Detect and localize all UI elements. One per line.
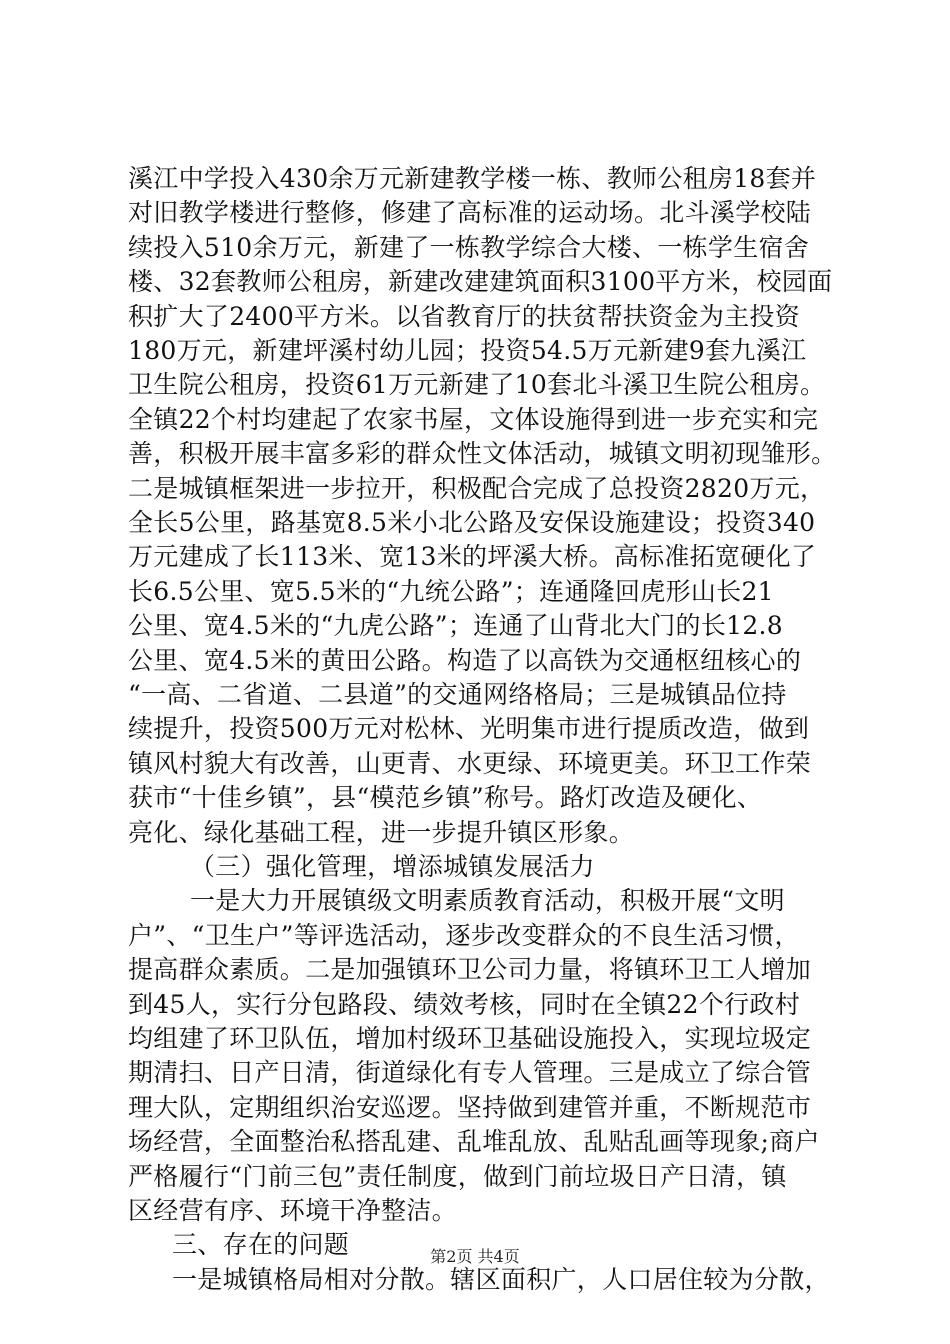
- text-line: 一是大力开展镇级文明素质教育活动，积极开展“文明: [190, 886, 785, 916]
- text-line: 续投入510余万元，新建了一栋教学综合大楼、一栋学生宿舍: [128, 232, 810, 262]
- text-line: 到45人，实行分包路段、绩效考核，同时在全镇22个行政村: [128, 989, 801, 1019]
- text-line: （三）强化管理，增添城镇发展活力: [190, 852, 595, 881]
- text-line: 区经营有序、环境干净整洁。: [128, 1196, 457, 1225]
- text-line: 期清扫、日产日清，街道绿化有专人管理。三是成立了综合管: [128, 1058, 812, 1088]
- text-line: 一是城镇格局相对分散。辖区面积广，人口居住较为分散，: [172, 1264, 830, 1294]
- text-line: 180万元，新建坪溪村幼儿园；投资54.5万元新建9套九溪江: [128, 336, 807, 365]
- text-line: 续提升，投资500万元对松林、光明集市进行提质改造，做到: [128, 714, 810, 744]
- text-line: 均组建了环卫队伍，增加村级环卫基础设施投入，实现垃圾定: [128, 1024, 812, 1053]
- page-footer: 第2页 共4页: [430, 1247, 520, 1266]
- text-line: 公里、宽4.5米的“九虎公路”；连通了山背北大门的长12.8: [128, 611, 783, 641]
- text-line: 善，积极开展丰富多彩的群众性文体活动，城镇文明初现雏形。: [128, 439, 837, 469]
- text-line: 长6.5公里、宽5.5米的“九统公路”；连通隆回虎形山长21: [128, 576, 774, 606]
- text-line: 卫生院公租房，投资61万元新建了10套北斗溪卫生院公租房。: [128, 370, 826, 400]
- text-line: 镇风村貌大有改善，山更青、水更绿、环境更美。环卫工作荣: [128, 748, 812, 778]
- text-line: 对旧教学楼进行整修，修建了高标准的运动场。北斗溪学校陆: [128, 198, 812, 228]
- text-line: 二是城镇框架进一步拉开，积极配合完成了总投资2820万元，: [128, 473, 826, 503]
- text-line: 场经营，全面整治私搭乱建、乱堆乱放、乱贴乱画等现象;商户: [128, 1127, 820, 1157]
- text-line: 楼、32套教师公租房，新建改建建筑面积3100平方米，校园面: [128, 267, 833, 297]
- text-line: 获市“十佳乡镇”，县“模范乡镇”称号。路灯改造及硬化、: [128, 783, 763, 813]
- text-line: 积扩大了2400平方米。以省教育厅的扶贫帮扶资金为主投资: [128, 301, 801, 331]
- text-line: “一高、二省道、二县道”的交通网络格局；三是城镇品位持: [128, 680, 787, 709]
- text-line: 溪江中学投入430余万元新建教学楼一栋、教师公租房18套并: [128, 164, 817, 193]
- text-line: 全镇22个村均建起了农家书屋，文体设施得到进一步充实和完: [128, 404, 819, 434]
- text-line: 理大队，定期组织治安巡逻。坚持做到建管并重，不断规范市: [128, 1092, 812, 1122]
- text-line: 户”、“卫生户”等评选活动，逐步改变群众的不良生活习惯，: [128, 920, 800, 950]
- text-line: 万元建成了长113米、宽13米的坪溪大桥。高标准拓宽硬化了: [128, 542, 817, 572]
- text-line: 三、存在的问题: [172, 1230, 350, 1260]
- text-line: 全长5公里，路基宽8.5米小北公路及安保设施建设；投资340: [128, 508, 816, 537]
- text-line: 公里、宽4.5米的黄田公路。构造了以高铁为交通枢纽核心的: [128, 645, 802, 675]
- text-line: 亮化、绿化基础工程，进一步提升镇区形象。: [128, 817, 635, 847]
- text-line: 提高群众素质。二是加强镇环卫公司力量，将镇环卫工人增加: [128, 955, 812, 985]
- text-line: 严格履行“门前三包”责任制度，做到门前垃圾日产日清，镇: [128, 1161, 787, 1191]
